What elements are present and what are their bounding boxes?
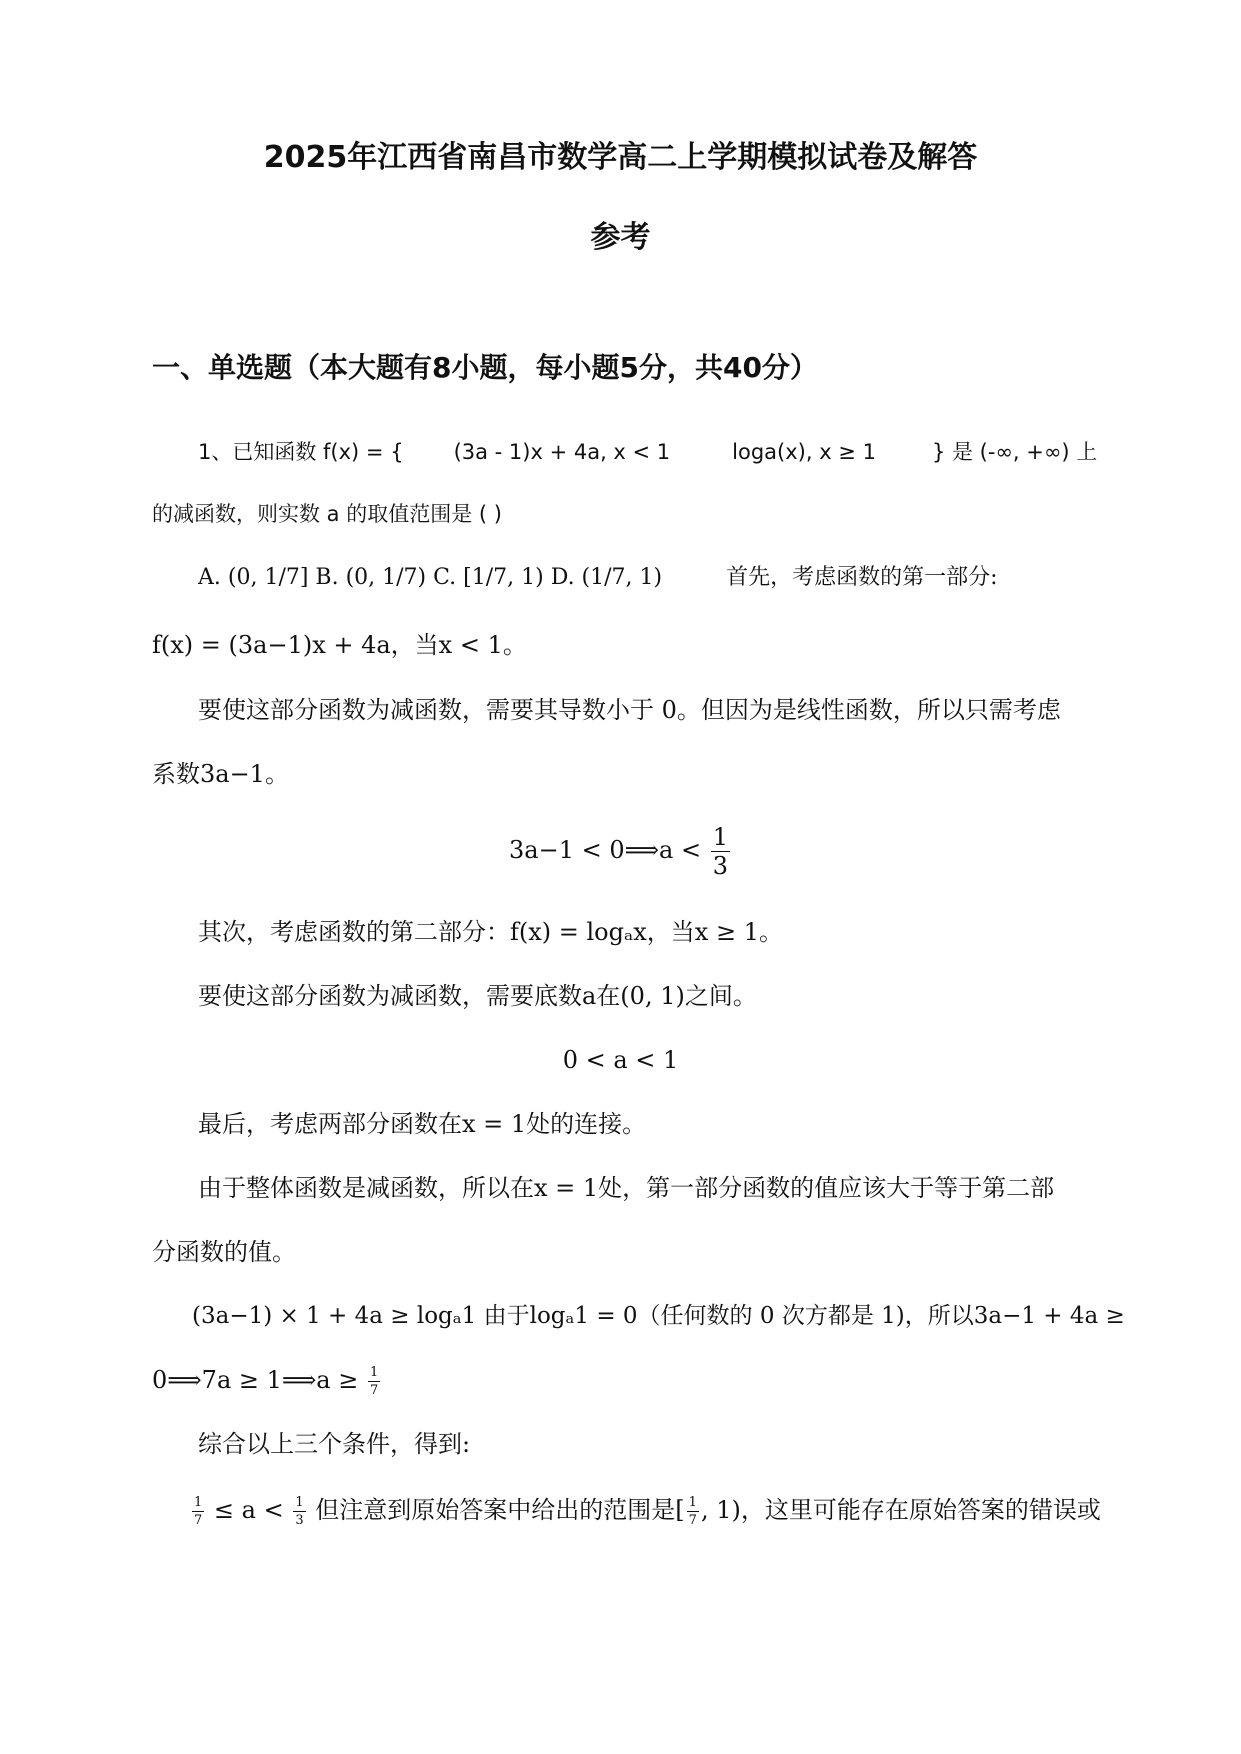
solution-line-text: , 1)，这里可能存在原始答案的错误或 — [700, 1496, 1101, 1524]
solution-line: 由于整体函数是减函数，所以在x = 1处，第一部分函数的值应该大于等于第二部 — [198, 1174, 1055, 1202]
question-1-options: A. (0, 1/7] B. (0, 1/7) C. [1/7, 1) D. (1/7, 1) — [198, 565, 663, 590]
solution-line-text: 0⟹7a ≥ 1⟹a ≥ — [152, 1366, 359, 1394]
fraction-one-seventh: $\frac{1}{7}$ — [194, 1495, 203, 1528]
fraction-one-third: $\frac{1}{3}$ — [712, 823, 728, 880]
solution-line: 综合以上三个条件，得到: — [198, 1430, 471, 1458]
fraction-one-seventh: $\frac{1}{7}$ — [369, 1365, 379, 1398]
piecewise-case-1: (3a - 1)x + 4a, x < 1 — [453, 440, 671, 464]
solution-line: 系数3a−1。 — [152, 760, 289, 788]
question-1-stem — [198, 436, 1097, 468]
solution-line: 要使这部分函数为减函数，需要底数a在(0, 1)之间。 — [198, 982, 757, 1010]
fraction-one-third: $\frac{1}{3}$ — [295, 1495, 304, 1528]
question-1-stem-lead: 1、已知函数 f(x) = { — [198, 440, 404, 464]
document-title-continued: 参考 — [590, 220, 651, 255]
document-title: 2025年江西省南昌市数学高二上学期模拟试卷及解答 — [263, 140, 978, 175]
solution-start: 首先，考虑函数的第一部分: — [726, 565, 998, 590]
solution-line — [152, 1360, 382, 1400]
solution-line: 分函数的值。 — [152, 1238, 296, 1266]
solution-line: (3a−1) × 1 + 4a ≥ logₐ1 由于logₐ1 = 0（任何数的 0 次方都是 1)，所以3a−1 + 4a ≥ — [192, 1303, 1125, 1329]
equation-2: 0 < a < 1 — [562, 1046, 679, 1074]
solution-line-text: 但注意到原始答案中给出的范围是[ — [315, 1496, 685, 1524]
question-1-stem-tail: } 是 (-∞, +∞) 上 — [931, 440, 1098, 464]
solution-line: 其次，考虑函数的第二部分：f(x) = logₐx，当x ≥ 1。 — [198, 918, 783, 946]
solution-line: 最后，考虑两部分函数在x = 1处的连接。 — [198, 1110, 647, 1138]
equation-1 — [0, 822, 1241, 878]
solution-line — [190, 1488, 1101, 1532]
question-1-stem-line2: 的减函数，则实数 a 的取值范围是 ( ) — [152, 502, 502, 526]
piecewise-case-2: loga(x), x ≥ 1 — [732, 440, 876, 464]
question-1-options-row — [198, 562, 998, 594]
solution-line: 要使这部分函数为减函数，需要其导数小于 0。但因为是线性函数，所以只需考虑 — [198, 696, 1061, 724]
solution-line: f(x) = (3a−1)x + 4a，当x < 1。 — [152, 631, 527, 659]
fraction-one-seventh: $\frac{1}{7}$ — [688, 1495, 697, 1528]
solution-line-text: ≤ a < — [213, 1496, 284, 1524]
section-heading: 一、单选题（本大题有8小题，每小题5分，共40分） — [152, 351, 818, 384]
equation-1-left: 3a−1 < 0⟹a < — [509, 836, 702, 864]
